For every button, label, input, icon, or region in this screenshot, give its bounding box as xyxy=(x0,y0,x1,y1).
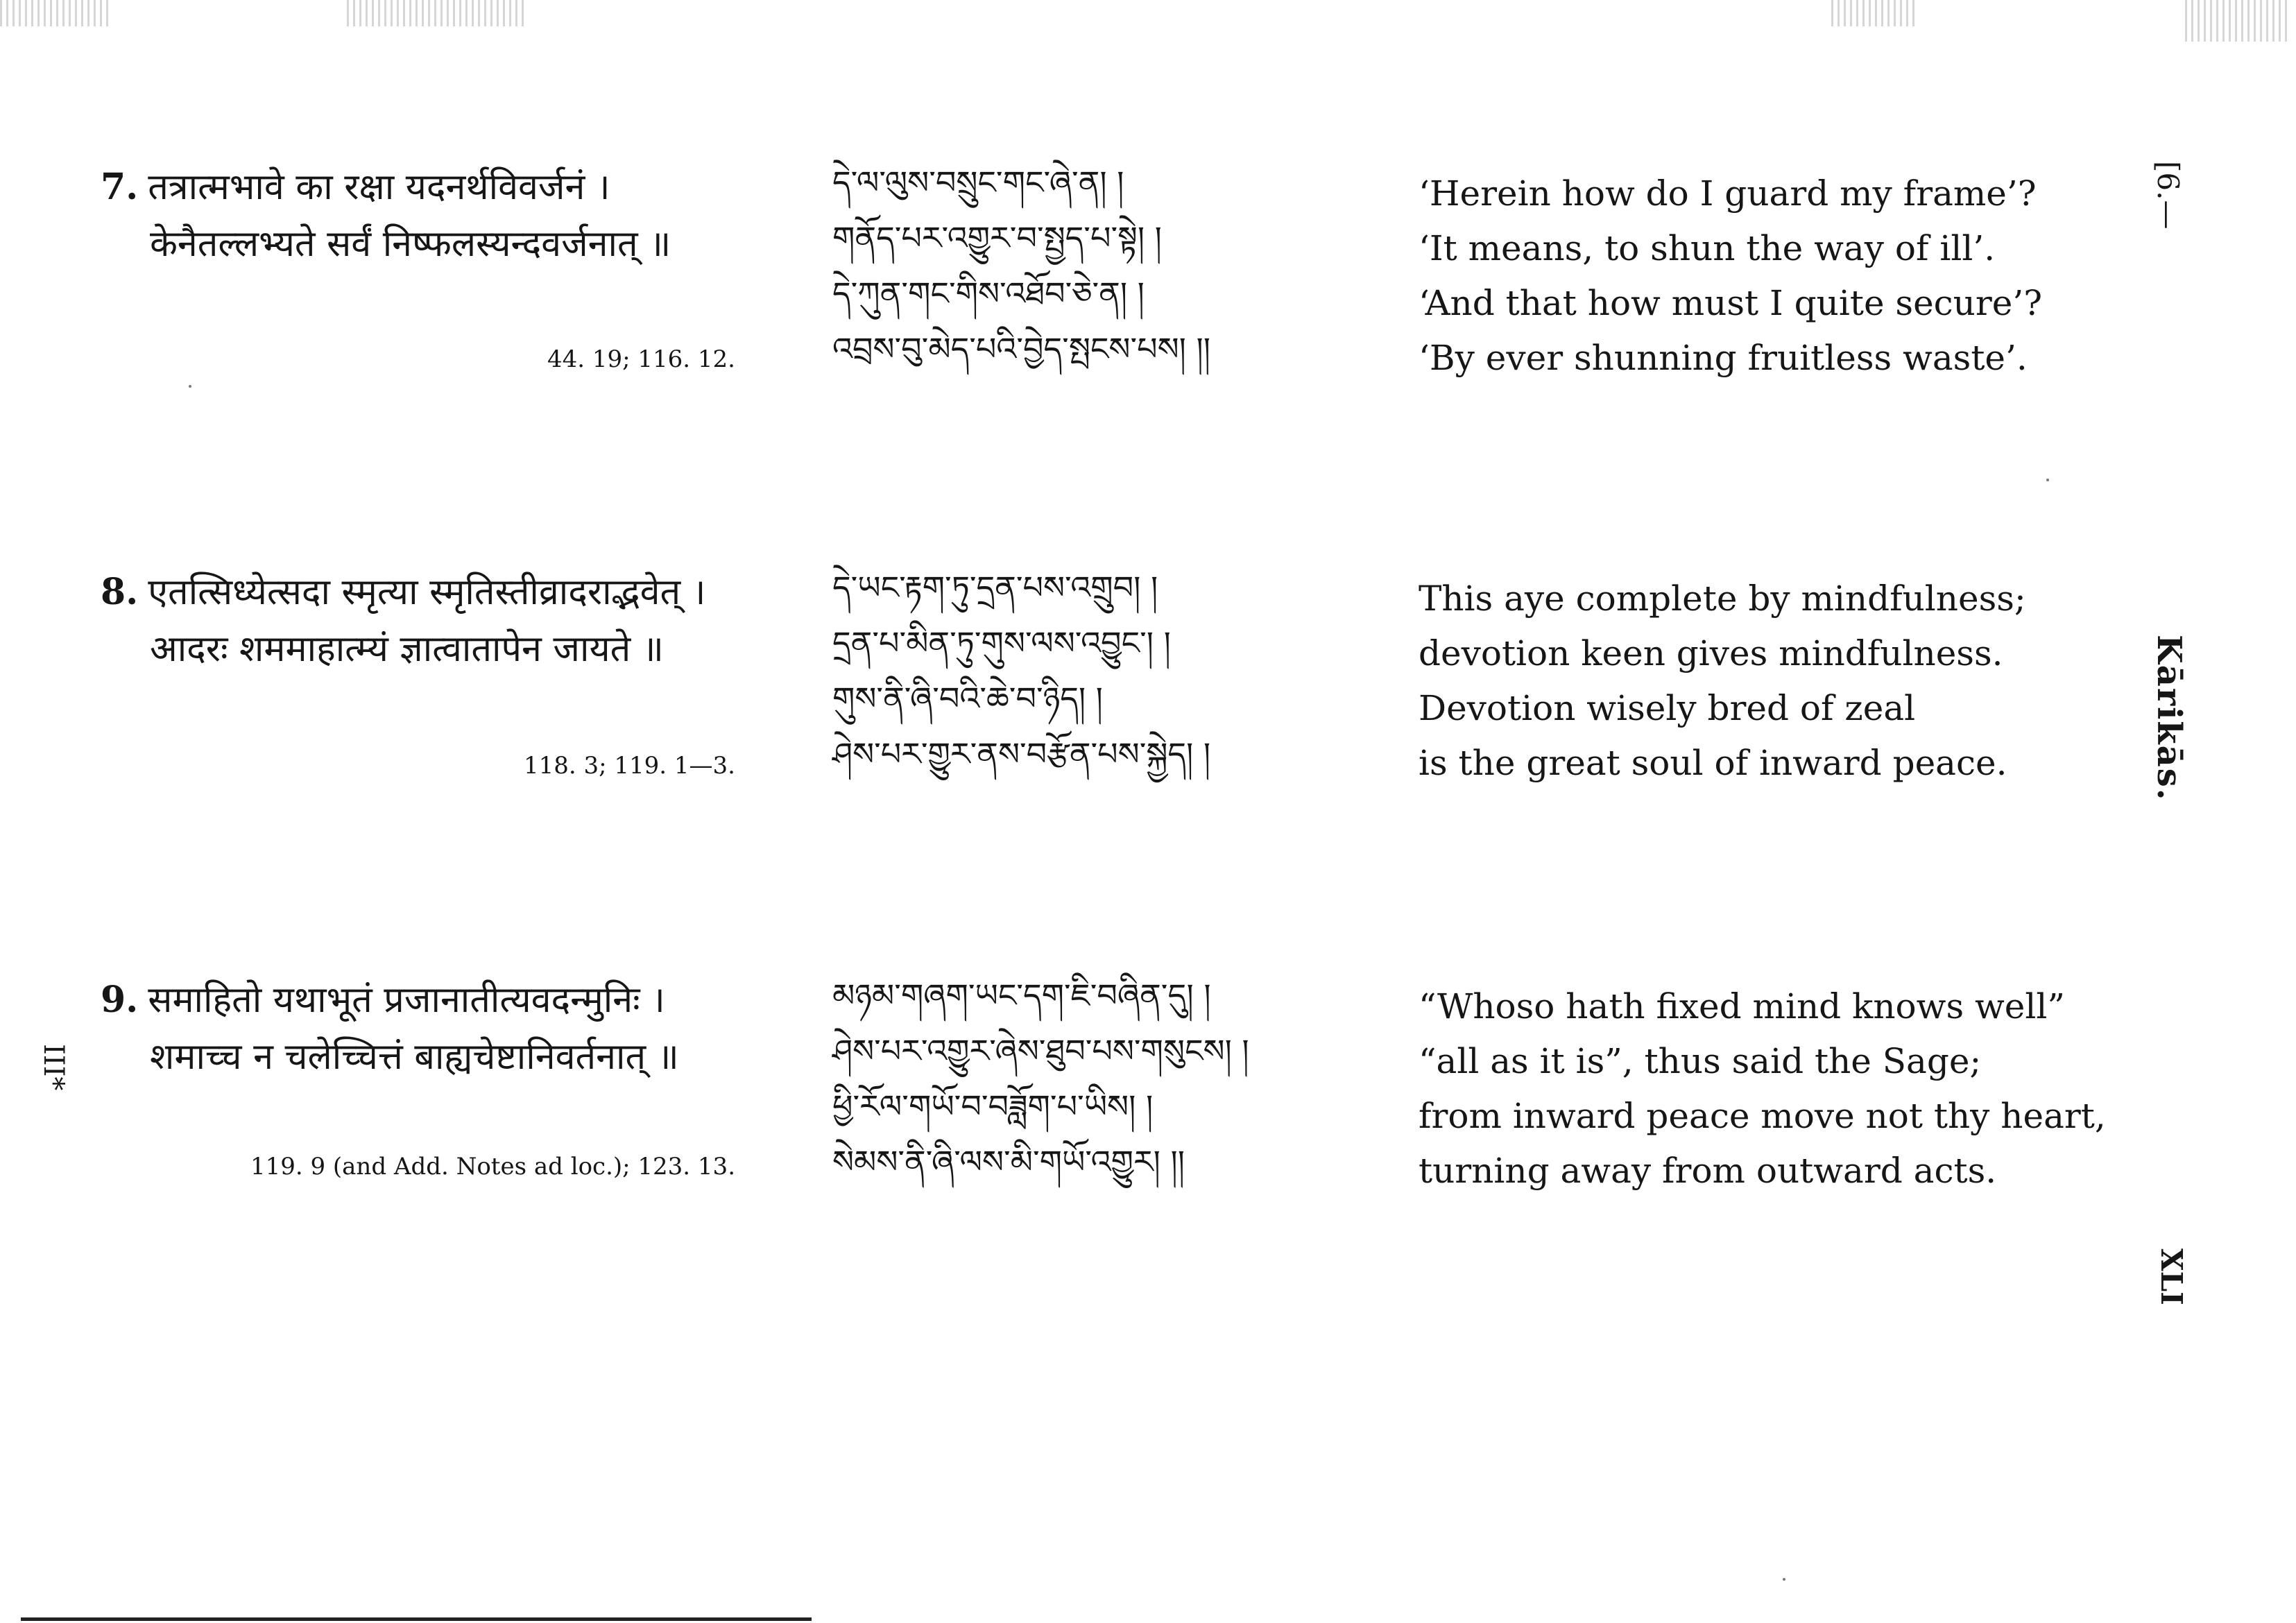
sanskrit-line: केनैतल्लभ्यते सर्वं निष्फलस्यन्दवर्जनात् ॥ xyxy=(150,223,671,265)
tibetan-line: ཕྱི་རོལ་གཡོ་བ་བཟློག་པ་ཡིས། ། xyxy=(832,1088,1154,1125)
english-line: from inward peace move not thy heart, xyxy=(1419,1096,2106,1136)
verse-reference: 118. 3; 119. 1—3. xyxy=(524,752,735,780)
verse-number: 8. xyxy=(101,571,139,613)
running-header: Kārikās. xyxy=(2150,635,2188,802)
tibetan-translation xyxy=(832,563,1360,785)
footer-rule xyxy=(21,1617,812,1621)
tibetan-line: མཉམ་གཞག་ཡང་དག་ཇི་བཞིན་དུ། ། xyxy=(832,977,1211,1014)
sanskrit-line: शमाच्च न चलेच्चित्तं बाह्यचेष्टानिवर्तनात् ॥ xyxy=(150,1036,679,1078)
tibetan-line: སེམས་ནི་ཞི་ལས་མི་གཡོ་འགྱུར། །། xyxy=(832,1143,1185,1180)
english-line: devotion keen gives mindfulness. xyxy=(1419,633,2003,673)
english-line: is the great soul of inward peace. xyxy=(1419,743,2007,783)
tibetan-line: དེ་ལ་ལུས་བསྲུང་གང་ཞེ་ན། ། xyxy=(832,164,1124,201)
tibetan-line: དེ་ཡང་རྟག་ཏུ་དྲན་པས་འགྲུབ། ། xyxy=(832,569,1158,606)
tibetan-translation xyxy=(832,971,1360,1193)
verse-number: 9. xyxy=(101,979,139,1021)
scan-edge-mark xyxy=(2185,0,2289,42)
sanskrit-line: 9. समाहितो यथाभूतं प्रजानातीत्यवदन्मुनिः । xyxy=(101,979,665,1021)
scan-speck xyxy=(189,385,191,388)
tibetan-line: ཤེས་པར་གྱུར་ནས་བརྩོན་པས་སྐྱེད། ། xyxy=(832,735,1211,773)
english-translation xyxy=(1419,984,2112,1203)
scan-edge-mark xyxy=(1831,0,1914,26)
page-reference: [6.— xyxy=(2151,161,2185,230)
scan-speck xyxy=(1783,1578,1785,1581)
english-line: ‘And that how must I quite secure’? xyxy=(1419,283,2043,323)
tibetan-line: འབྲས་བུ་མེད་པའི་བྱེད་སྤངས་པས། །། xyxy=(832,330,1210,368)
tibetan-line: གུས་ནི་ཞི་བའི་ཆེ་བ་ཉིད། ། xyxy=(832,680,1103,717)
english-translation xyxy=(1419,576,2112,795)
english-translation xyxy=(1419,171,2112,390)
english-line: ‘It means, to shun the way of ill’. xyxy=(1419,228,1996,268)
english-line: ‘Herein how do I guard my frame’? xyxy=(1419,173,2037,214)
page-number: XLI xyxy=(2154,1248,2188,1305)
english-line: ‘By ever shunning fruitless waste’. xyxy=(1419,338,2028,378)
sanskrit-line: 7. तत्रात्मभावे का रक्षा यदनर्थविवर्जनं । xyxy=(101,166,610,208)
tibetan-line: ཤེས་པར་འགྱུར་ཞེས་ཐུབ་པས་གསུངས། ། xyxy=(832,1032,1249,1070)
verse-number: 7. xyxy=(101,166,139,208)
sanskrit-line: आदरः शममाहात्म्यं ज्ञात्वातापेन जायते ॥ xyxy=(150,628,664,670)
english-line: turning away from outward acts. xyxy=(1419,1151,1997,1191)
english-line: Devotion wisely bred of zeal xyxy=(1419,688,1916,728)
tibetan-line: དེ་ཀུན་གང་གིས་འཐོབ་ཅེ་ན། ། xyxy=(832,275,1145,312)
margin-mark: III* xyxy=(37,1044,69,1091)
tibetan-line: དྲན་པ་མིན་ཏུ་གུས་ལས་འབྱུང་། ། xyxy=(832,624,1171,662)
english-line: “all as it is”, thus said the Sage; xyxy=(1419,1041,1982,1081)
tibetan-translation xyxy=(832,158,1360,380)
scan-edge-mark xyxy=(0,0,111,26)
scan-edge-mark xyxy=(347,0,527,26)
tibetan-line: གནོད་པར་འགྱུར་བ་སྤྱད་པ་སྟེ། ། xyxy=(832,219,1162,257)
verse-reference: 44. 19; 116. 12. xyxy=(547,345,735,373)
verse-reference: 119. 9 (and Add. Notes ad loc.); 123. 13. xyxy=(250,1153,735,1180)
scan-speck xyxy=(2046,479,2049,481)
english-line: “Whoso hath fixed mind knows well” xyxy=(1419,986,2065,1027)
sanskrit-line: 8. एतत्सिध्येत्सदा स्मृत्या स्मृतिस्तीव्रादराद्भवेत् । xyxy=(101,571,706,613)
english-line: This aye complete by mindfulness; xyxy=(1419,578,2026,619)
